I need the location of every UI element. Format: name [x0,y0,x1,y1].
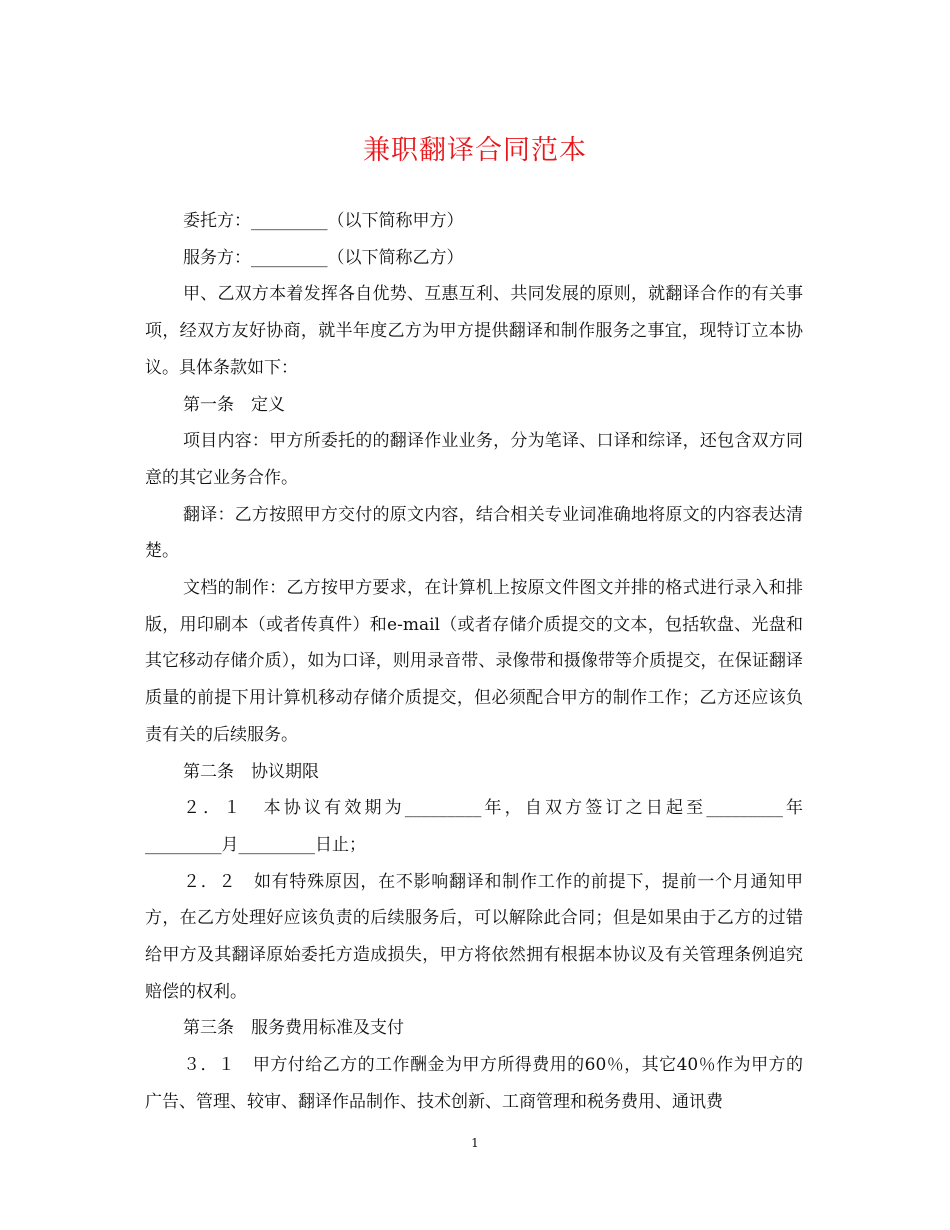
definition-translation: 翻译：乙方按照甲方交付的原文内容，结合相关专业词准确地将原文的内容表达清楚。 [145,504,803,562]
clause-2-2: ２．２ 如有特殊原因，在不影响翻译和制作工作的前提下，提前一个月通知甲方，在乙方处理好应该负责的后续服务后，可以解除此合同；但是如果由于乙方的过错给甲方及其翻译原始委托方造成损失，甲方将依然拥有根据本协议及有关管理条例追究赔偿的权利。 [145,871,803,1002]
definition-project-content: 项目内容：甲方所委托的的翻译作业业务，分为笔译、口译和综译，还包含双方同意的其它业务合作。 [145,431,803,488]
article-1-heading: 第一条 定义 [183,394,285,415]
article-2-heading: 第二条 协议期限 [183,761,319,782]
clause-3-1: ３．１ 甲方付给乙方的工作酬金为甲方所得费用的60％，其它40％作为甲方的广告、管理、较审、翻译作品制作、技术创新、工商管理和税务费用、通讯费 [145,1055,803,1112]
page-number: 1 [471,1136,479,1150]
clause-2-1: ２．１ 本协议有效期为_________年，自双方签订之日起至_________年_________月_________日止； [145,798,803,855]
document-body [145,203,803,1121]
party-b-line: 服务方：_________（以下简称乙方） [183,247,464,268]
party-a-line: 委托方：_________（以下简称甲方） [183,211,464,231]
definition-document-production: 文档的制作：乙方按甲方要求，在计算机上按原文件图文并排的格式进行录入和排版，用印刷本（或者传真件）和e-mail（或者存储介质提交的文本，包括软盘、光盘和其它移动存储介质），如为口译，则用录音带、录像带和摄像带等介质提交，在保证翻译质量的前提下用计算机移动存储介质提交，但必须配合甲方的制作工作；乙方还应该负责有关的后续服务。 [145,578,803,745]
preamble-paragraph: 甲、乙双方本着发挥各自优势、互惠互利、共同发展的原则，就翻译合作的有关事项，经双方友好协商，就半年度乙方为甲方提供翻译和制作服务之事宜，现特订立本协议。具体条款如下： [145,284,803,378]
article-3-heading: 第三条 服务费用标准及支付 [183,1018,404,1039]
document-title: 兼职翻译合同范本 [363,135,587,166]
